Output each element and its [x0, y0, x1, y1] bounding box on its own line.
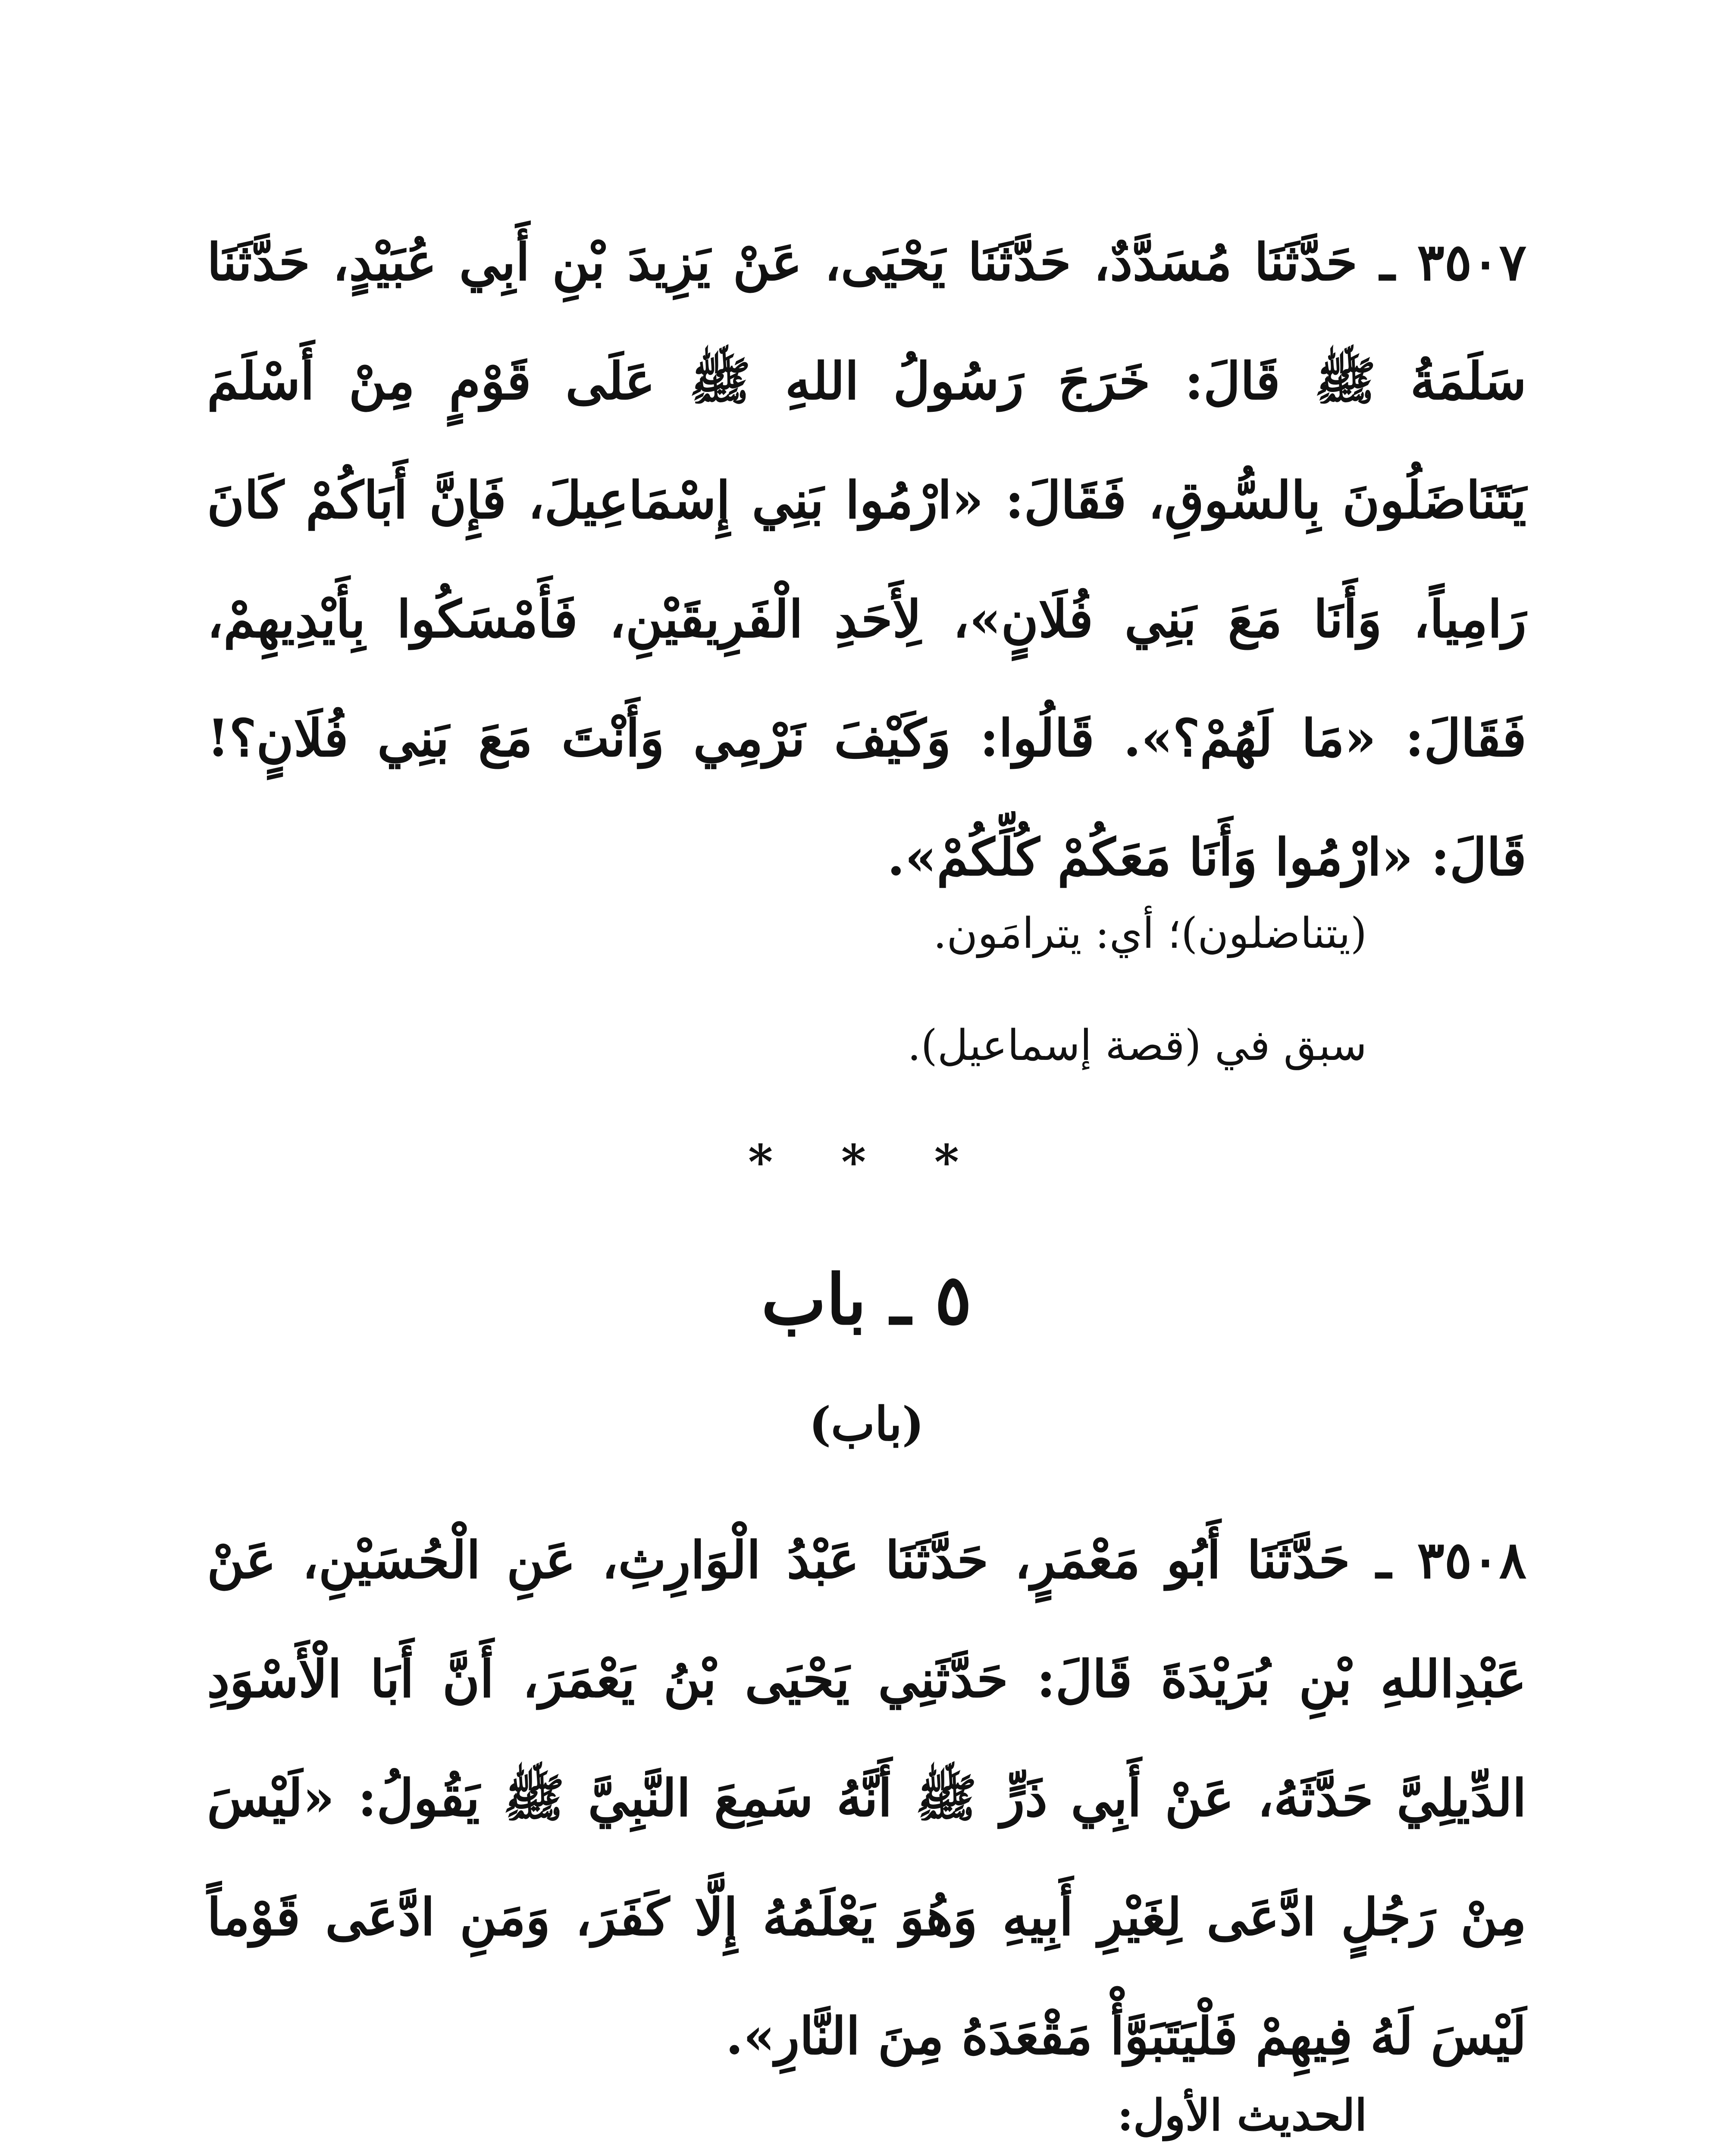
first-hadith-label: الحديث الأول:: [1117, 2090, 1367, 2140]
chapter-subtitle: (باب): [809, 1397, 924, 1451]
note-reference-ismail: سبق في (قصة إسماعيل).: [907, 1021, 1367, 1070]
chapter-title: ٥ ـ باب: [761, 1259, 972, 1340]
section-separator: * * *: [748, 1134, 985, 1190]
note-yatanadalun: (يتناضلون)؛ أي: يترامَون.: [933, 909, 1367, 958]
hadith-3508-text: ٣٥٠٨ ـ حَدَّثَنَا أَبُو مَعْمَرٍ، حَدَّثَنَا عَبْدُ الْوَارِثِ، عَنِ الْحُسَيْنِ، عَنْ عَبْدِاللهِ بْنِ بُرَيْدَةَ قَالَ: حَدَّثَنِي يَحْيَى بْنُ يَعْمَرَ، أَنَّ أَبَا الْأَسْوَدِ الدِّيلِيَّ حَدَّثَهُ، عَنْ أَبِي ذَرٍّ ﷺ أَنَّهُ سَمِعَ النَّبِيَّ ﷺ يَقُولُ: «لَيْسَ مِنْ رَجُلٍ ادَّعَى لِغَيْرِ أَبِيهِ وَهُوَ يَعْلَمُهُ إِلَّا كَفَرَ، وَمَنِ ادَّعَى قَوْماً لَيْسَ لَهُ فِيهِمْ فَلْيَتَبَوَّأْ مَقْعَدَهُ مِنَ النَّارِ».: [207, 1530, 1526, 2066]
hadith-3507-text: ٣٥٠٧ ـ حَدَّثَنَا مُسَدَّدٌ، حَدَّثَنَا يَحْيَى، عَنْ يَزِيدَ بْنِ أَبِي عُبَيْدٍ، حَدَّثَنَا سَلَمَةُ ﷺ قَالَ: خَرَجَ رَسُولُ اللهِ ﷺ عَلَى قَوْمٍ مِنْ أَسْلَمَ يَتَنَاضَلُونَ بِالسُّوقِ، فَقَالَ: «ارْمُوا بَنِي إِسْمَاعِيلَ، فَإِنَّ أَبَاكُمْ كَانَ رَامِياً، وَأَنَا مَعَ بَنِي فُلَانٍ»، لِأَحَدِ الْفَرِيقَيْنِ، فَأَمْسَكُوا بِأَيْدِيهِمْ، فَقَالَ: «مَا لَهُمْ؟». قَالُوا: وَكَيْفَ نَرْمِي وَأَنْتَ مَعَ بَنِي فُلَانٍ؟! قَالَ: «ارْمُوا وَأَنَا مَعَكُمْ كُلِّكُمْ».: [207, 232, 1526, 887]
